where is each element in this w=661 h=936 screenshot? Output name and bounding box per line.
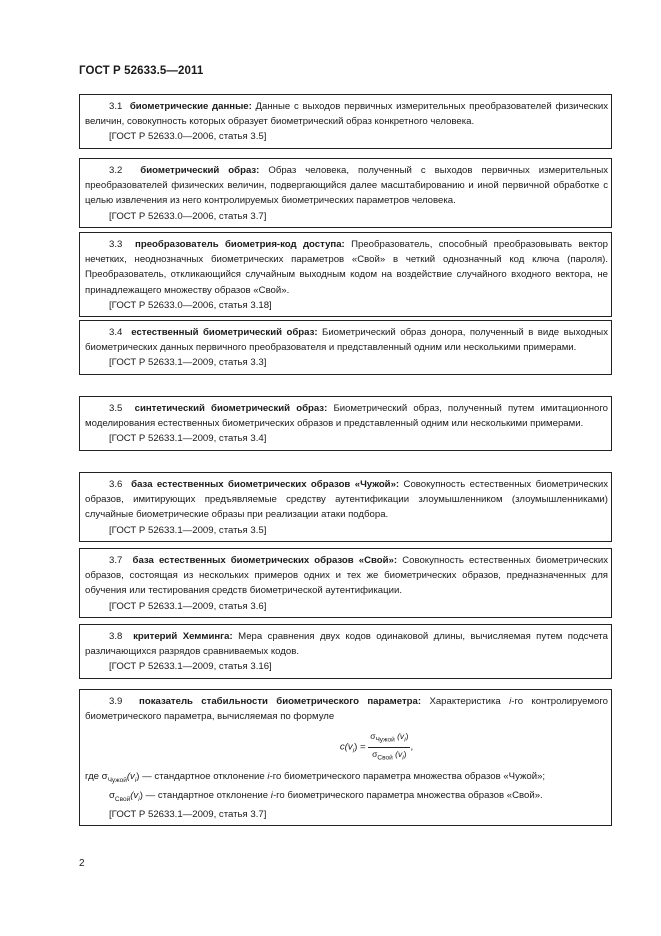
sigma-symbol: σ [372,749,378,760]
sigma-symbol: σ [370,731,376,742]
formula-trail: , [410,742,414,754]
sigma-sub-own: Свой [377,754,393,762]
definition-reference: [ГОСТ Р 52633.0—2006, статья 3.5] [109,131,267,143]
definition-reference: [ГОСТ Р 52633.1—2009, статья 3.5] [109,524,267,536]
definition-body: Совокупность естественных биометрических образов, состоящая из нескольких примеров одних и тех же биометрических образов, предназначенных для обучения или тестирования средств биометрической аутентификации. [85,555,608,597]
definition-term: база естественных биометрических образов «Чужой»: [131,479,400,490]
index-variable: i [270,789,273,801]
formula-fraction [368,730,410,764]
formula-legend [85,769,608,807]
document-header: ГОСТ Р 52633.5—2011 [79,65,204,77]
definition-body-cont: -го контролируемого биометрического параметра, вычисляемая по формуле [85,696,608,723]
formula-lhs-sub: i [352,748,355,756]
definition-body: Биометрический образ, полученный путем имитационного моделирования естественных биометрических образов и представленный одним или несколькими примерами. [85,403,609,430]
legend-text: — стандартное отклонение [139,770,268,782]
num-arg-end: ) [405,731,409,742]
definition-number: 3.5 [109,403,123,414]
sigma-symbol: σ [109,789,115,801]
definition-number: 3.7 [109,555,123,566]
definition-entry [79,472,612,542]
definition-body: Мера сравнения двух кодов одинаковой длины, вычисляемая путем подсчета различающихся разрядов сравниваемых кодов. [85,631,609,658]
definition-entry [79,232,612,317]
definition-entry [79,158,612,228]
legend-text-cont: -го биометрического параметра множества образов «Свой». [272,789,543,801]
num-arg-sub: i [404,737,406,745]
definition-reference: [ГОСТ Р 52633.1—2009, статья 3.7] [109,809,267,820]
definition-term: критерий Хемминга: [133,631,233,642]
definition-text [85,553,608,599]
definition-body: Характеристика [429,696,510,707]
legend-text: — стандартное отклонение [142,789,271,801]
definition-term: показатель стабильности биометрического параметра: [139,696,422,707]
definition-number: 3.3 [109,239,123,250]
arg: (v [130,789,139,801]
legend-item-alien [85,769,608,788]
definition-number: 3.4 [109,327,123,338]
definition-body: Данные с выходов первичных измерительных преобразователей физических величин, совокупность которых образует биометрический образ конкретного человека. [85,101,608,128]
den-arg-sub: i [402,754,404,762]
arg-end: ) [136,770,140,782]
definition-text [85,629,608,659]
definition-entry-3-9 [79,689,612,826]
definition-reference: [ГОСТ Р 52633.1—2009, статья 3.6] [109,600,267,612]
definition-text [85,163,608,209]
definition-number: 3.8 [109,631,123,642]
den-arg: (v [395,749,403,760]
definition-body: Преобразователь, способный преобразовывать вектор нечетких, неоднозначных биометрических параметров «Свой» в четкий однозначный код ключа (пароля). Преобразователь, откликающийся случайным выходным кодом на воздействие случайного входного вектора, не принадлежащего множеству образов «Свой». [85,239,608,296]
where-label: где [85,770,102,782]
definition-term: биометрический образ: [140,165,260,176]
definition-number: 3.9 [109,696,123,707]
definition-entry [79,624,612,679]
stability-formula [145,730,608,764]
definition-entry [79,396,612,451]
definition-number: 3.1 [109,101,123,112]
legend-item-own [85,788,608,807]
page-number: 2 [79,858,85,869]
definition-body: Биометрический образ донора, полученный в виде выходных биометрических данных первичного преобразователя и представленный одним или несколькими примерами. [85,327,608,354]
definition-reference: [ГОСТ Р 52633.0—2006, статья 3.18] [109,299,272,311]
definition-entry [79,94,612,149]
sigma-sub: Чужой [107,776,127,784]
num-arg: (v [397,731,405,742]
definition-text [85,99,608,129]
index-variable: i [509,696,512,707]
definition-text [85,237,608,298]
definition-term: биометрические данные: [129,101,252,112]
definition-body: Образ человека, полученный с выходов первичных измерительных преобразователей физических величин, подвергающийся далее масштабированию и иной первичной обработке с целью извлечения из него контролируемых биометрических параметров человека. [85,165,609,207]
definition-text [85,325,608,355]
sigma-sub-alien: Чужой [375,737,395,745]
definition-reference: [ГОСТ Р 52633.1—2009, статья 3.16] [109,661,272,673]
arg-sub: i [138,795,140,803]
definition-number: 3.2 [109,165,123,176]
formula-equals: ) = [354,742,366,754]
definition-entry [79,548,612,618]
definition-reference: [ГОСТ Р 52633.0—2006, статья 3.7] [109,210,267,222]
definition-term: синтетический биометрический образ: [134,403,328,414]
definition-reference: [ГОСТ Р 52633.1—2009, статья 3.4] [109,433,267,445]
index-variable: i [267,770,270,782]
definition-text [85,694,608,724]
definition-term: преобразователь биометрия-код доступа: [135,239,345,250]
sigma-symbol: σ [101,770,108,782]
definition-body: Совокупность естественных биометрических образов, имитирующих предъявляемые средству аутентификации злоумышленником (злоумышленниками) случайные биометрические образы при реализации атаки подбора. [85,479,608,521]
formula-numerator [368,730,410,748]
definition-text [85,401,608,431]
formula-denominator [368,748,410,765]
definition-number: 3.6 [109,479,123,490]
definition-text [85,477,608,523]
definition-reference: [ГОСТ Р 52633.1—2009, статья 3.3] [109,357,267,369]
definition-term: база естественных биометрических образов «Свой»: [132,555,398,566]
definition-entry [79,320,612,375]
arg-sub: i [134,776,137,784]
definition-term: естественный биометрический образ: [131,327,318,338]
den-arg-end: ) [403,749,407,760]
formula-lhs: c(v [339,742,353,754]
arg-end: ) [139,789,143,801]
arg: (v [126,770,135,782]
legend-text-cont: -го биометрического параметра множества образов «Чужой»; [269,770,546,782]
sigma-sub: Свой [114,795,131,803]
